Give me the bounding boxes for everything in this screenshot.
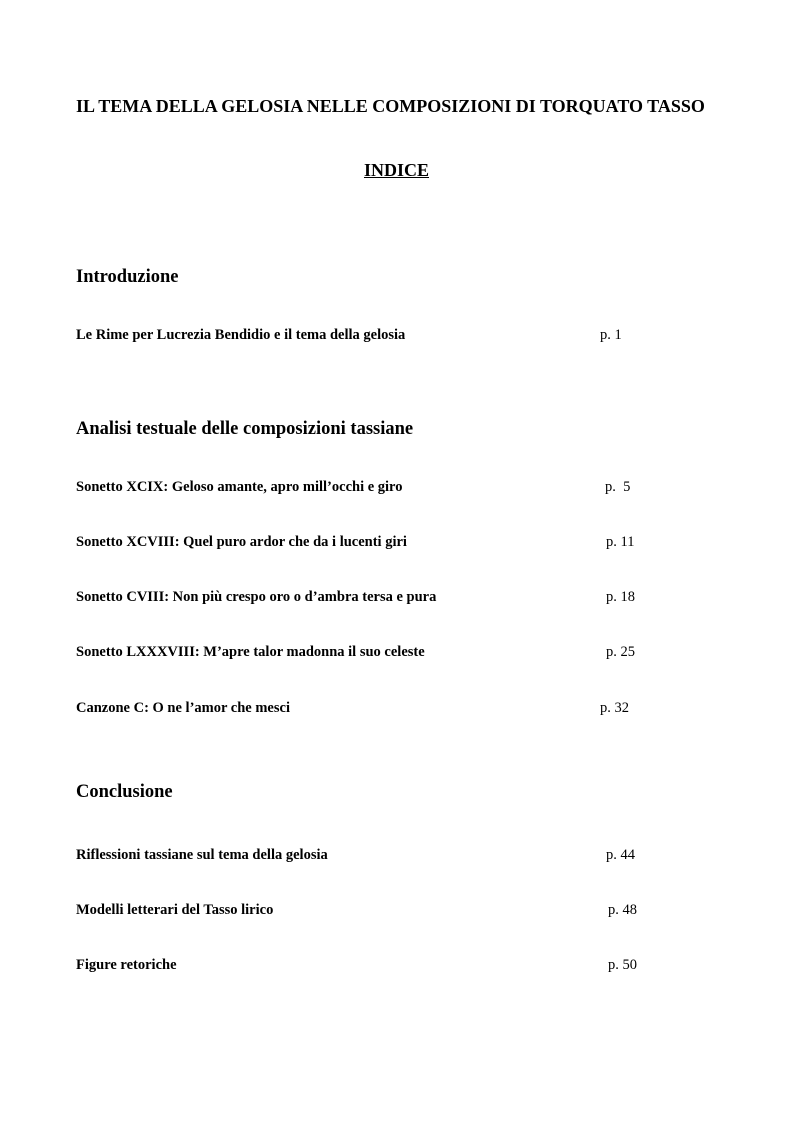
document-title: IL TEMA DELLA GELOSIA NELLE COMPOSIZIONI DI TORQUATO TASSO (76, 96, 705, 116)
index-heading: INDICE (363, 160, 429, 180)
toc-entry-page: p. 11 (606, 534, 635, 550)
section-heading-analisi: Analisi testuale delle composizioni tassiane (76, 419, 414, 439)
toc-entry-title: Figure retoriche (76, 957, 177, 973)
toc-entry-title: Riflessioni tassiane sul tema della gelosia (76, 847, 328, 863)
toc-entry-page: p. 44 (606, 847, 635, 863)
toc-entry-title: Modelli letterari del Tasso lirico (76, 902, 274, 918)
toc-entry-title: Le Rime per Lucrezia Bendidio e il tema della gelosia (76, 327, 406, 343)
toc-entry-title: Sonetto CVIII: Non più crespo oro o d’ambra tersa e pura (76, 589, 437, 605)
section-heading-conclusione: Conclusione (76, 782, 173, 802)
toc-entry-page: p. 32 (600, 700, 629, 716)
toc-entry-page: p. 18 (606, 589, 635, 605)
toc-entry-title: Sonetto LXXXVIII: M’apre talor madonna il suo celeste (76, 644, 425, 660)
toc-entry-title: Sonetto XCVIII: Quel puro ardor che da i lucenti giri (76, 534, 407, 550)
toc-entry-page: p. 5 (605, 479, 631, 495)
toc-entry-page: p. 1 (600, 327, 622, 343)
toc-entry-page: p. 25 (606, 644, 635, 660)
section-heading-introduzione: Introduzione (76, 267, 179, 287)
toc-entry-title: Canzone C: O ne l’amor che mesci (76, 700, 290, 716)
toc-entry-page: p. 50 (608, 957, 637, 973)
toc-entry-page: p. 48 (608, 902, 637, 918)
toc-entry-title: Sonetto XCIX: Geloso amante, apro mill’occhi e giro (76, 479, 403, 495)
